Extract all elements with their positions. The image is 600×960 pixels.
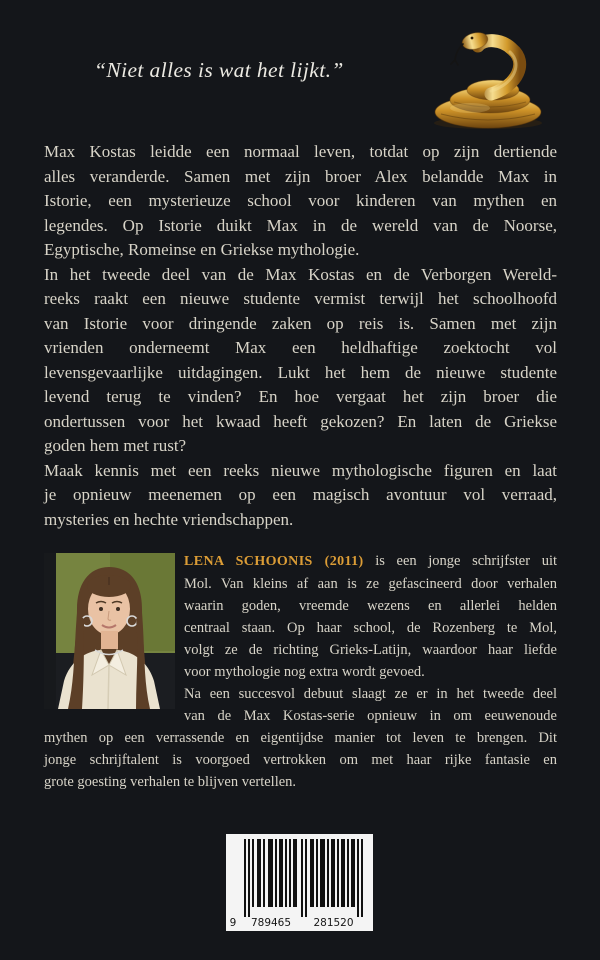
author-name: LENA SCHOONIS (2011) (184, 554, 364, 569)
author-bio-section (44, 550, 557, 793)
text-line: Istorie, een mysterieuze school voor kinderen van mythen en (44, 191, 557, 210)
text-line: voor mythologie nog extra wordt gevoed. (184, 664, 425, 680)
text-line: jonge schrijftalent is voorgoed vertrokken om met haar rijke fantasie en (44, 752, 557, 768)
barcode (226, 834, 373, 931)
text-line: Mol. Van kleins af aan is ze gefascineerd door verhalen (184, 576, 557, 592)
synopsis-paragraph-2 (44, 263, 557, 459)
text-line: volgt ze de richting Grieks-Latijn, waardoor haar liefde (184, 642, 557, 658)
author-photo (44, 553, 175, 709)
text-line: goden hem met rust? (44, 436, 187, 455)
text-line: alles veranderde. Samen met zijn broer Alex belandde Max in (44, 166, 557, 186)
golden-snake-icon (430, 20, 546, 132)
barcode-group-2: 281520 (313, 917, 354, 929)
text-line: reeks raakt een nieuwe studente vermist terwijl het schoolhoofd (44, 289, 557, 308)
text-line: Maak kennis met een reeks nieuwe mythologische figuren en laat (44, 460, 557, 480)
synopsis-paragraph-3 (44, 459, 557, 533)
author-intro-rest: is een jonge schrijfster uit (375, 553, 558, 569)
text-line: mysteries en hechte vriendschappen. (44, 509, 294, 529)
text-line: mythen op een verrassende en eigentijdse manier tot leven te brengen. Dit (44, 730, 557, 746)
text-line: levensgevaarlijke uitdagingen. Lukt het hem de nieuwe studente (44, 362, 557, 382)
text-line: legendes. Op Istorie duikt Max in de wereld van de Noorse, (44, 215, 557, 235)
text-line: Na een succesvol debuut slaagt ze er in het tweede deel (184, 686, 557, 702)
text-line: vrienden onderneemt Max een heldhaftige zoektocht vol (44, 338, 557, 357)
text-line: Max Kostas leidde een normaal leven, totdat op zijn dertiende (44, 142, 557, 161)
barcode-number (226, 915, 373, 929)
text-line: grote goesting verhalen te blijven vertellen. (44, 774, 297, 790)
text-line: je opnieuw meenemen op een magisch avontuur vol verraad, (44, 485, 557, 504)
text-line: van Istorie voor dringende zaken op reis is. Samen met zijn (44, 313, 557, 333)
text-line: centraal staan. Op haar school, de Rozenberg te Mol, (184, 620, 557, 636)
text-line: In het tweede deel van de Max Kostas en de Verborgen Wereld- (44, 264, 557, 284)
text-line: waarin goden, vreemde wezens en allerlei helden (184, 598, 557, 614)
text-line: Egyptische, Romeinse en Griekse mythologie. (44, 240, 360, 259)
barcode-bars (244, 839, 363, 917)
barcode-digit-left: 9 (229, 917, 237, 929)
text-line: levend terug te vinden? En hoe vergaat het zijn broer die (44, 387, 557, 406)
text-line: van de Max Kostas-serie opnieuw in om eeuwenoude (184, 708, 557, 724)
tagline-quote: “Niet alles is wat het lijkt.” (94, 58, 344, 82)
synopsis-paragraph-1 (44, 140, 557, 263)
barcode-group-1: 789465 (250, 917, 292, 929)
synopsis (44, 140, 557, 532)
text-line: ondertussen voor het kwaad heeft gekozen? En laten de Griekse (44, 411, 557, 431)
